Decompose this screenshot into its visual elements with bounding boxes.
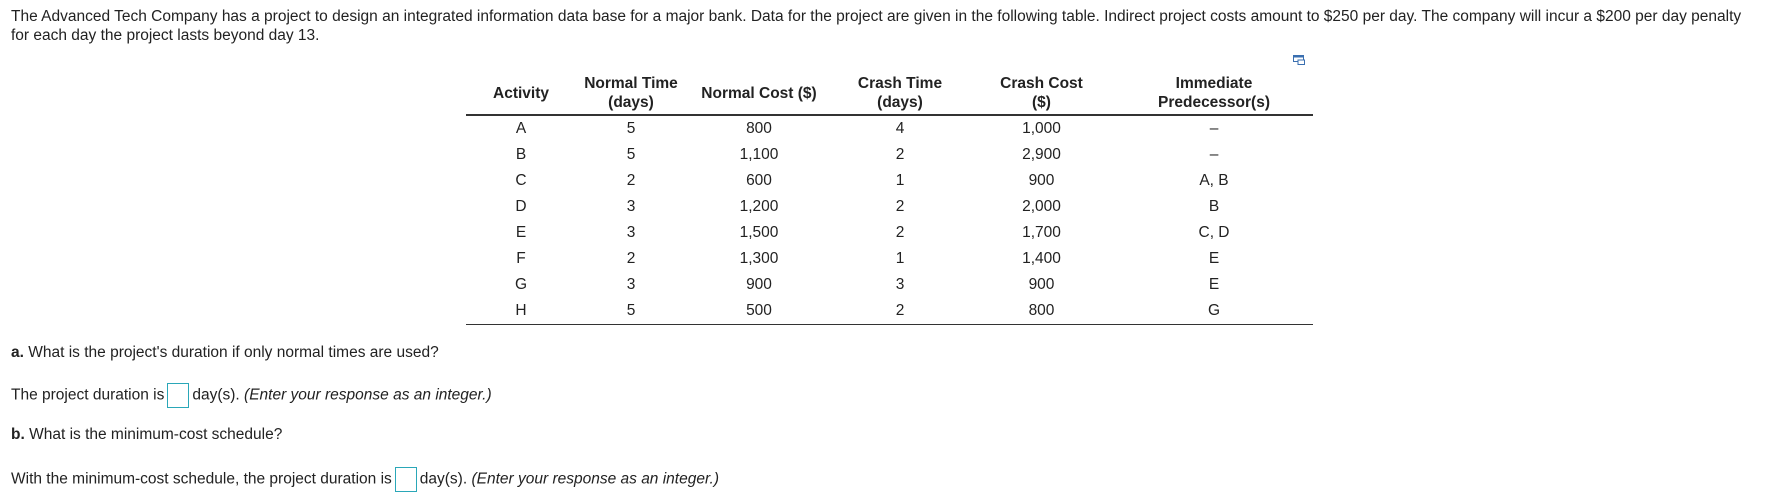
answer-a-suffix: day(s). (192, 386, 245, 404)
cell-predecessors: A, B (1199, 172, 1229, 189)
header-activity (466, 72, 576, 115)
answer-b-suffix: day(s). (419, 470, 472, 488)
header-crash-cost-line2: ($) (1032, 94, 1051, 111)
header-crash-time-line2: (days) (877, 94, 923, 111)
table-body (466, 115, 1313, 325)
header-predecessors (1115, 72, 1313, 115)
cell-normal-cost: 1,200 (739, 198, 779, 215)
cell-crash-cost: 900 (1028, 276, 1055, 293)
cell-predecessors: – (1209, 120, 1219, 137)
table-row (466, 298, 1313, 325)
cell-crash-cost: 1,700 (1022, 224, 1061, 241)
header-crash-cost-line1: Crash Cost (1000, 75, 1083, 92)
duration-min-cost-input[interactable] (395, 467, 417, 492)
cell-normal-time: 5 (576, 298, 686, 325)
cell-activity: E (515, 224, 527, 241)
cell-normal-time: 3 (626, 276, 636, 293)
duration-normal-input[interactable] (167, 383, 189, 408)
cell-normal-cost: 1,500 (739, 224, 779, 241)
cell-crash-time: 2 (895, 198, 905, 215)
header-crash-time (832, 72, 968, 115)
table-row (466, 246, 1313, 272)
header-normal-cost (686, 72, 832, 115)
cell-crash-cost: 2,000 (1022, 198, 1061, 215)
answer-b-prefix: With the minimum-cost schedule, the project duration is (11, 470, 392, 488)
cell-normal-cost: 1,100 (739, 146, 779, 163)
answer-b-hint: (Enter your response as an integer.) (471, 470, 720, 488)
table-row (466, 272, 1313, 298)
table-row (466, 115, 1313, 142)
cell-crash-time: 4 (895, 120, 905, 137)
table-header-row (466, 72, 1313, 115)
cell-normal-cost: 800 (746, 120, 772, 137)
answer-a-hint: (Enter your response as an integer.) (244, 386, 492, 404)
question-b-label: b. (11, 426, 25, 443)
header-predecessors-line1: Immediate (1175, 75, 1253, 92)
cell-normal-cost: 1,300 (739, 250, 779, 267)
cell-crash-time: 2 (832, 298, 968, 325)
cell-crash-time: 1 (895, 250, 905, 267)
header-normal-time-line2: (days) (608, 94, 654, 111)
cell-normal-time: 3 (626, 198, 636, 215)
table-row (466, 194, 1313, 220)
project-data-table (466, 72, 1313, 325)
cell-predecessors: G (1115, 298, 1313, 325)
cell-predecessors: B (1208, 198, 1220, 215)
cell-predecessors: – (1209, 146, 1219, 163)
answer-a-prefix: The project duration is (11, 386, 165, 404)
table-row (466, 142, 1313, 168)
cell-crash-time: 2 (895, 224, 905, 241)
cell-crash-time: 1 (895, 172, 905, 189)
header-predecessors-line2: Predecessor(s) (1157, 94, 1270, 111)
cell-activity: H (466, 298, 576, 325)
cell-predecessors: E (1208, 276, 1220, 293)
header-activity-label: Activity (493, 84, 549, 102)
table-row (466, 220, 1313, 246)
question-b-text: What is the minimum-cost schedule? (24, 426, 283, 443)
cell-crash-cost: 1,000 (1022, 120, 1061, 137)
cell-crash-time: 2 (895, 146, 905, 163)
cell-activity: D (515, 198, 527, 215)
header-crash-cost (968, 72, 1115, 115)
problem-statement: The Advanced Tech Company has a project to design an integrated information data base for a major bank. Data for the project are given in the following table. Indirect project costs amount to $250 per day. The company will incur a $200 per day penalty for each day the project lasts beyond day 13. (11, 8, 1742, 44)
cell-normal-cost: 600 (746, 172, 772, 189)
cell-normal-time: 3 (626, 224, 636, 241)
answer-b-line (11, 467, 719, 492)
cell-normal-time: 2 (626, 172, 636, 189)
header-normal-time-line1: Normal Time (584, 75, 678, 92)
question-b (11, 425, 282, 445)
copy-table-icon[interactable] (1293, 55, 1305, 65)
answer-a-line (11, 383, 492, 408)
cell-activity: F (516, 250, 526, 267)
table-row (466, 168, 1313, 194)
cell-normal-time: 5 (626, 120, 636, 137)
cell-normal-cost: 500 (686, 298, 832, 325)
cell-predecessors: C, D (1198, 224, 1230, 241)
header-crash-time-line1: Crash Time (857, 75, 943, 92)
cell-crash-cost: 800 (968, 298, 1115, 325)
cell-activity: A (515, 120, 527, 137)
cell-normal-time: 2 (626, 250, 636, 267)
cell-activity: B (515, 146, 527, 163)
cell-crash-cost: 1,400 (1022, 250, 1061, 267)
cell-activity: C (515, 172, 527, 189)
header-normal-cost-label: Normal Cost ($) (701, 84, 817, 102)
header-normal-time (576, 72, 686, 115)
cell-crash-cost: 2,900 (1022, 146, 1061, 163)
question-a-text: What is the project's duration if only normal times are used? (23, 344, 439, 361)
question-a-label: a. (11, 344, 24, 361)
cell-activity: G (514, 276, 528, 293)
cell-normal-cost: 900 (746, 276, 772, 293)
cell-normal-time: 5 (626, 146, 636, 163)
cell-crash-time: 3 (895, 276, 905, 293)
cell-predecessors: E (1208, 250, 1220, 267)
question-a (11, 343, 439, 363)
cell-crash-cost: 900 (1028, 172, 1055, 189)
